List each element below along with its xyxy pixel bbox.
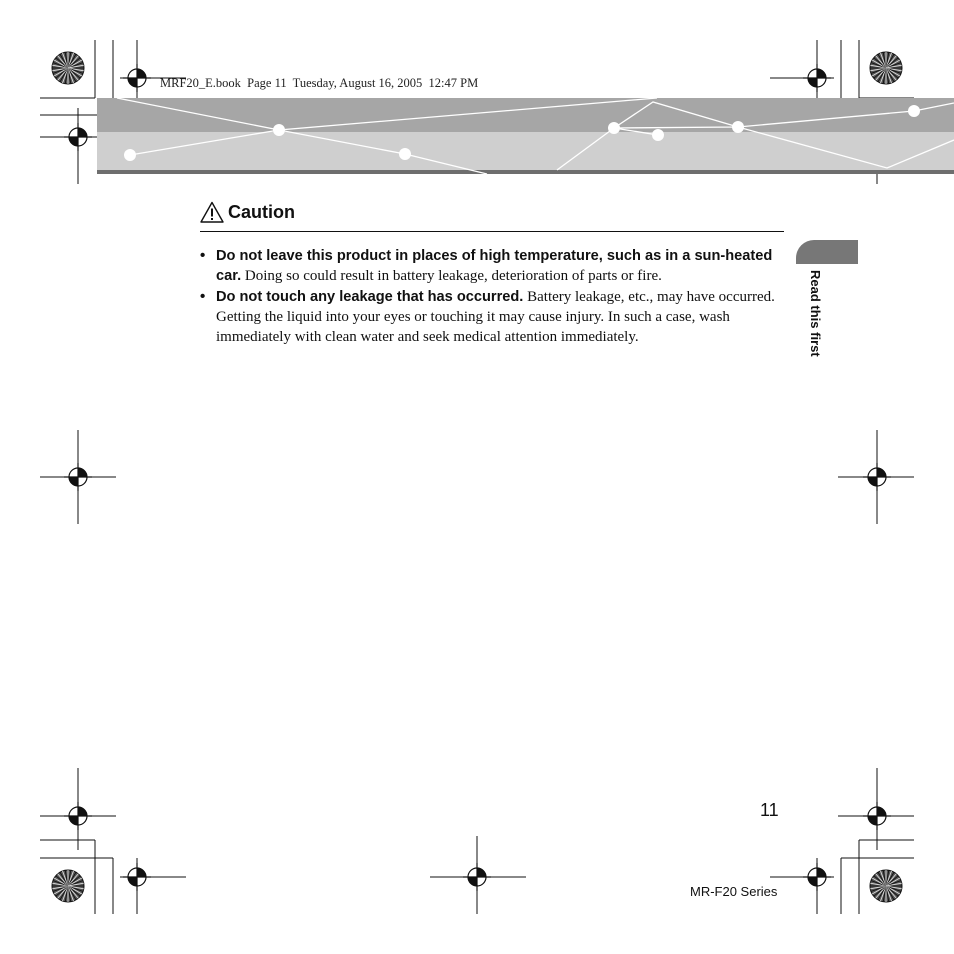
- section-label: Read this first: [808, 270, 823, 357]
- page-number: 11: [760, 800, 779, 820]
- color-star-target-icon: [52, 870, 84, 902]
- caution-item-lead: Do not touch any leakage that has occurred.: [216, 289, 524, 305]
- color-star-target-icon: [52, 52, 84, 84]
- bullet: •: [200, 247, 206, 264]
- registration-target-icon: [64, 802, 92, 830]
- caution-title: Caution: [228, 202, 295, 222]
- caution-item: [200, 287, 788, 347]
- warning-triangle-icon: [200, 201, 224, 223]
- banner-band-dark: [97, 98, 954, 132]
- caution-heading: [200, 200, 784, 232]
- registration-target-icon: [123, 863, 151, 891]
- registration-target-icon: [123, 64, 151, 92]
- caution-list: [200, 246, 788, 348]
- bullet: •: [200, 288, 206, 305]
- registration-target-icon: [803, 863, 831, 891]
- file-info-line: MRF20_E.book Page 11 Tuesday, August 16, 2005 12:47 PM: [160, 76, 479, 90]
- series-name: MR-F20 Series: [690, 884, 778, 899]
- caution-item-body: Battery leakage, etc., may have occurred. Getting the liquid into your eyes or touching it may cause injury. In such a case, wash immediately with clean water and seek medical attention immediately.: [216, 289, 775, 345]
- registration-target-icon: [803, 64, 831, 92]
- registration-target-icon: [64, 463, 92, 491]
- caution-item: [200, 246, 788, 286]
- caution-item-body: Doing so could result in battery leakage, deterioration of parts or fire.: [241, 268, 662, 284]
- registration-target-icon: [863, 463, 891, 491]
- registration-target-icon: [64, 123, 92, 151]
- registration-target-icon: [463, 863, 491, 891]
- section-thumb-tab: [796, 240, 858, 264]
- caution-item-lead: Do not leave this product in places of high temperature, such as in a sun-heated car.: [216, 248, 773, 284]
- color-star-target-icon: [870, 52, 902, 84]
- banner-bottom-rule: [97, 170, 954, 174]
- header-banner: [97, 98, 954, 174]
- color-star-target-icon: [870, 870, 902, 902]
- registration-target-icon: [863, 802, 891, 830]
